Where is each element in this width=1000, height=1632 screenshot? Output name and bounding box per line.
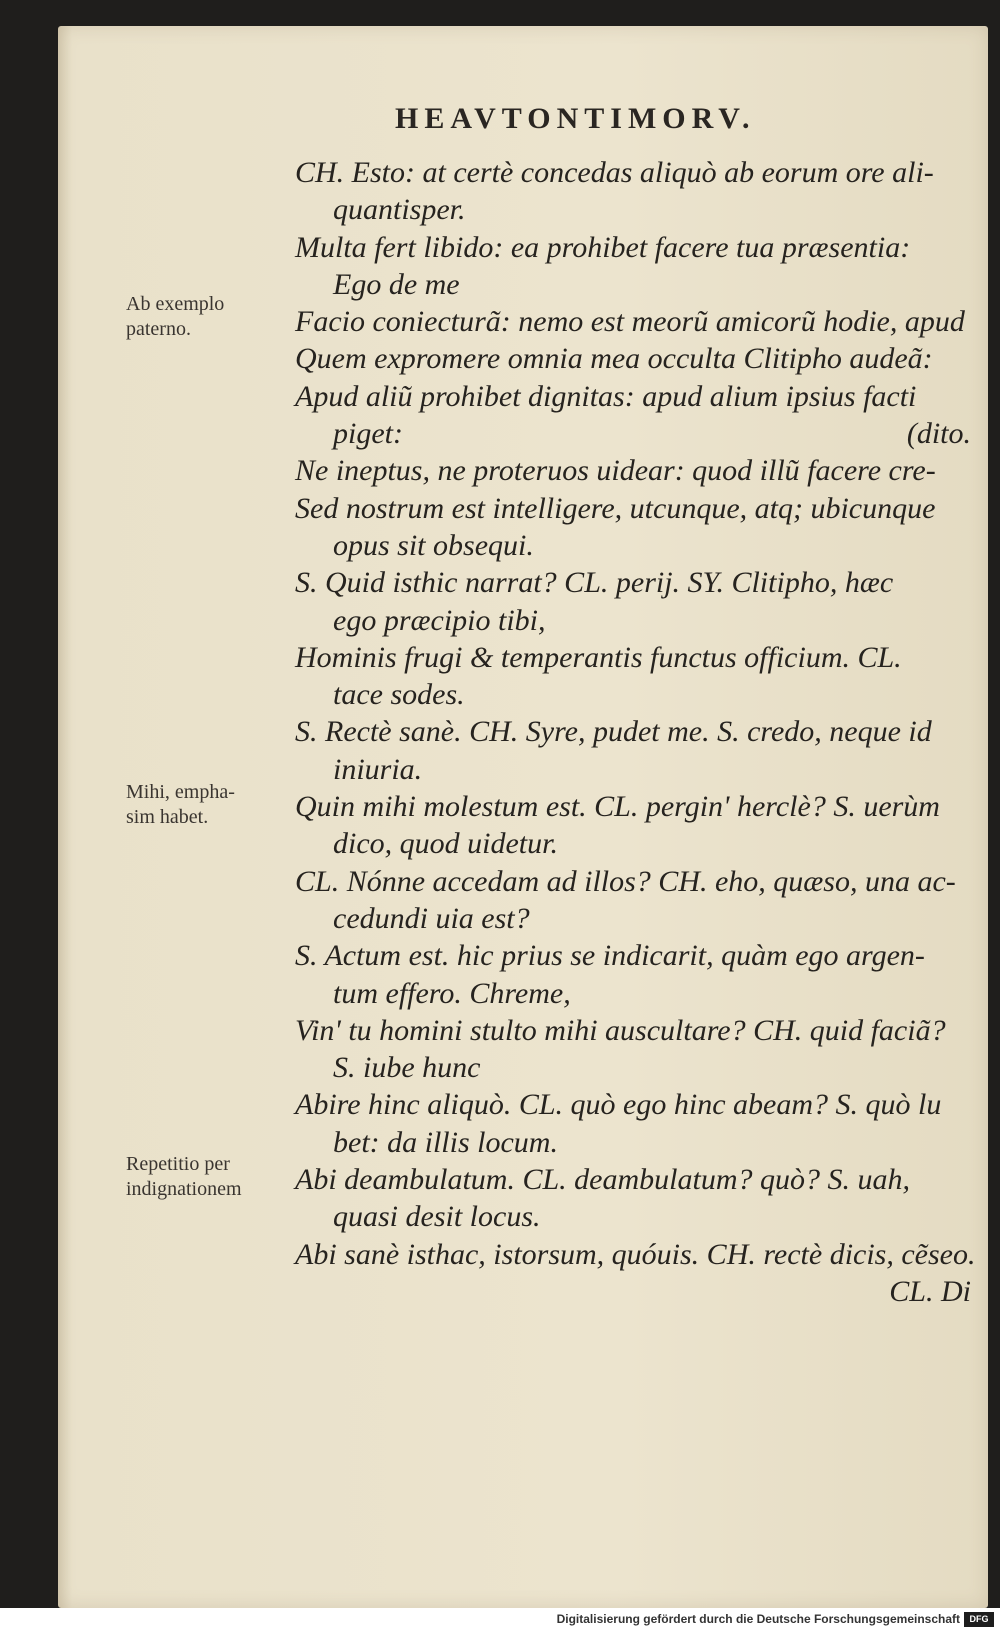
- funding-credit: Digitalisierung gefördert durch die Deutsche Forschungsgemeinschaft: [556, 1612, 960, 1626]
- catchword: CL. Di: [889, 1274, 971, 1308]
- dfg-logo: DFG: [964, 1612, 994, 1627]
- verse-line: Sed nostrum est intelligere, utcunque, atq; ubicunque: [295, 491, 936, 525]
- running-head: HEAVTONTIMORV.: [395, 102, 756, 135]
- verse-line-text: piget:: [333, 417, 403, 451]
- margin-note: [126, 780, 301, 830]
- verse-line: opus sit obsequi.: [333, 528, 534, 562]
- verse-line: Abi deambulatum. CL. deambulatum? quò? S. uah,: [295, 1163, 910, 1197]
- verse-line: S. Actum est. hic prius se indicarit, quàm ego argen-: [295, 939, 925, 973]
- margin-note-line: Ab exemplo paterno.: [126, 293, 225, 340]
- verse-line: Facio coniecturã: nemo est meorũ amicorũ hodie, apud: [295, 305, 965, 339]
- verse-line: Abi sanè isthac, istorsum, quóuis. CH. rectè dicis, cẽseo.: [295, 1237, 976, 1271]
- verse-line: Ne ineptus, ne proteruos uidear: quod illũ facere cre-: [295, 454, 936, 488]
- verse-line: Quem expromere omnia mea occulta Clitipho audeã:: [295, 342, 933, 376]
- verse-line: Hominis frugi & temperantis functus officium. CL.: [295, 640, 902, 674]
- verse-line: quantisper.: [333, 193, 466, 227]
- verse-line: iniuria.: [333, 752, 423, 786]
- verse-line: bet: da illis locum.: [333, 1125, 558, 1159]
- verse-line: [295, 415, 975, 452]
- verse-text: [295, 154, 975, 1310]
- margin-note: [126, 292, 301, 342]
- margin-note-line: Mihi, empha- sim habet.: [126, 781, 235, 828]
- verse-line: S. Rectè sanè. CH. Syre, pudet me. S. credo, neque id: [295, 715, 932, 749]
- verse-line: CL. Nónne accedam ad illos? CH. eho, quæso, una ac-: [295, 864, 956, 898]
- verse-line: Apud aliũ prohibet dignitas: apud alium ipsius facti: [295, 379, 917, 413]
- verse-line: cedundi uia est?: [333, 901, 530, 935]
- verse-line: dico, quod uidetur.: [333, 827, 558, 861]
- margin-note-line: Repetitio per indignationem: [126, 1153, 242, 1200]
- verse-line: tum effero. Chreme,: [333, 976, 571, 1010]
- verse-line: Ego de me: [333, 267, 460, 301]
- verse-line: S. Quid isthic narrat? CL. perij. SY. Clitipho, hæc: [295, 566, 894, 600]
- verse-line: Quin mihi molestum est. CL. pergin' herclè? S. uerùm: [295, 790, 940, 824]
- verse-line: Multa fert libido: ea prohibet facere tua præsentia:: [295, 230, 911, 264]
- verse-line: Vin' tu homini stulto mihi auscultare? CH. quid faciã?: [295, 1013, 946, 1047]
- verse-line: S. iube hunc: [333, 1051, 481, 1085]
- verse-line: tace sodes.: [333, 678, 465, 712]
- verse-line: ego præcipio tibi,: [333, 603, 546, 637]
- margin-note: [126, 1152, 301, 1202]
- verse-line: Abire hinc aliquò. CL. quò ego hinc abeam? S. quò lu: [295, 1088, 942, 1122]
- verse-line: quasi desit locus.: [333, 1200, 541, 1234]
- verse-line: CH. Esto: at certè concedas aliquò ab eorum ore ali-: [295, 156, 934, 189]
- digitization-footer: [0, 1608, 1000, 1632]
- verse-line-carryover: (dito.: [906, 417, 971, 451]
